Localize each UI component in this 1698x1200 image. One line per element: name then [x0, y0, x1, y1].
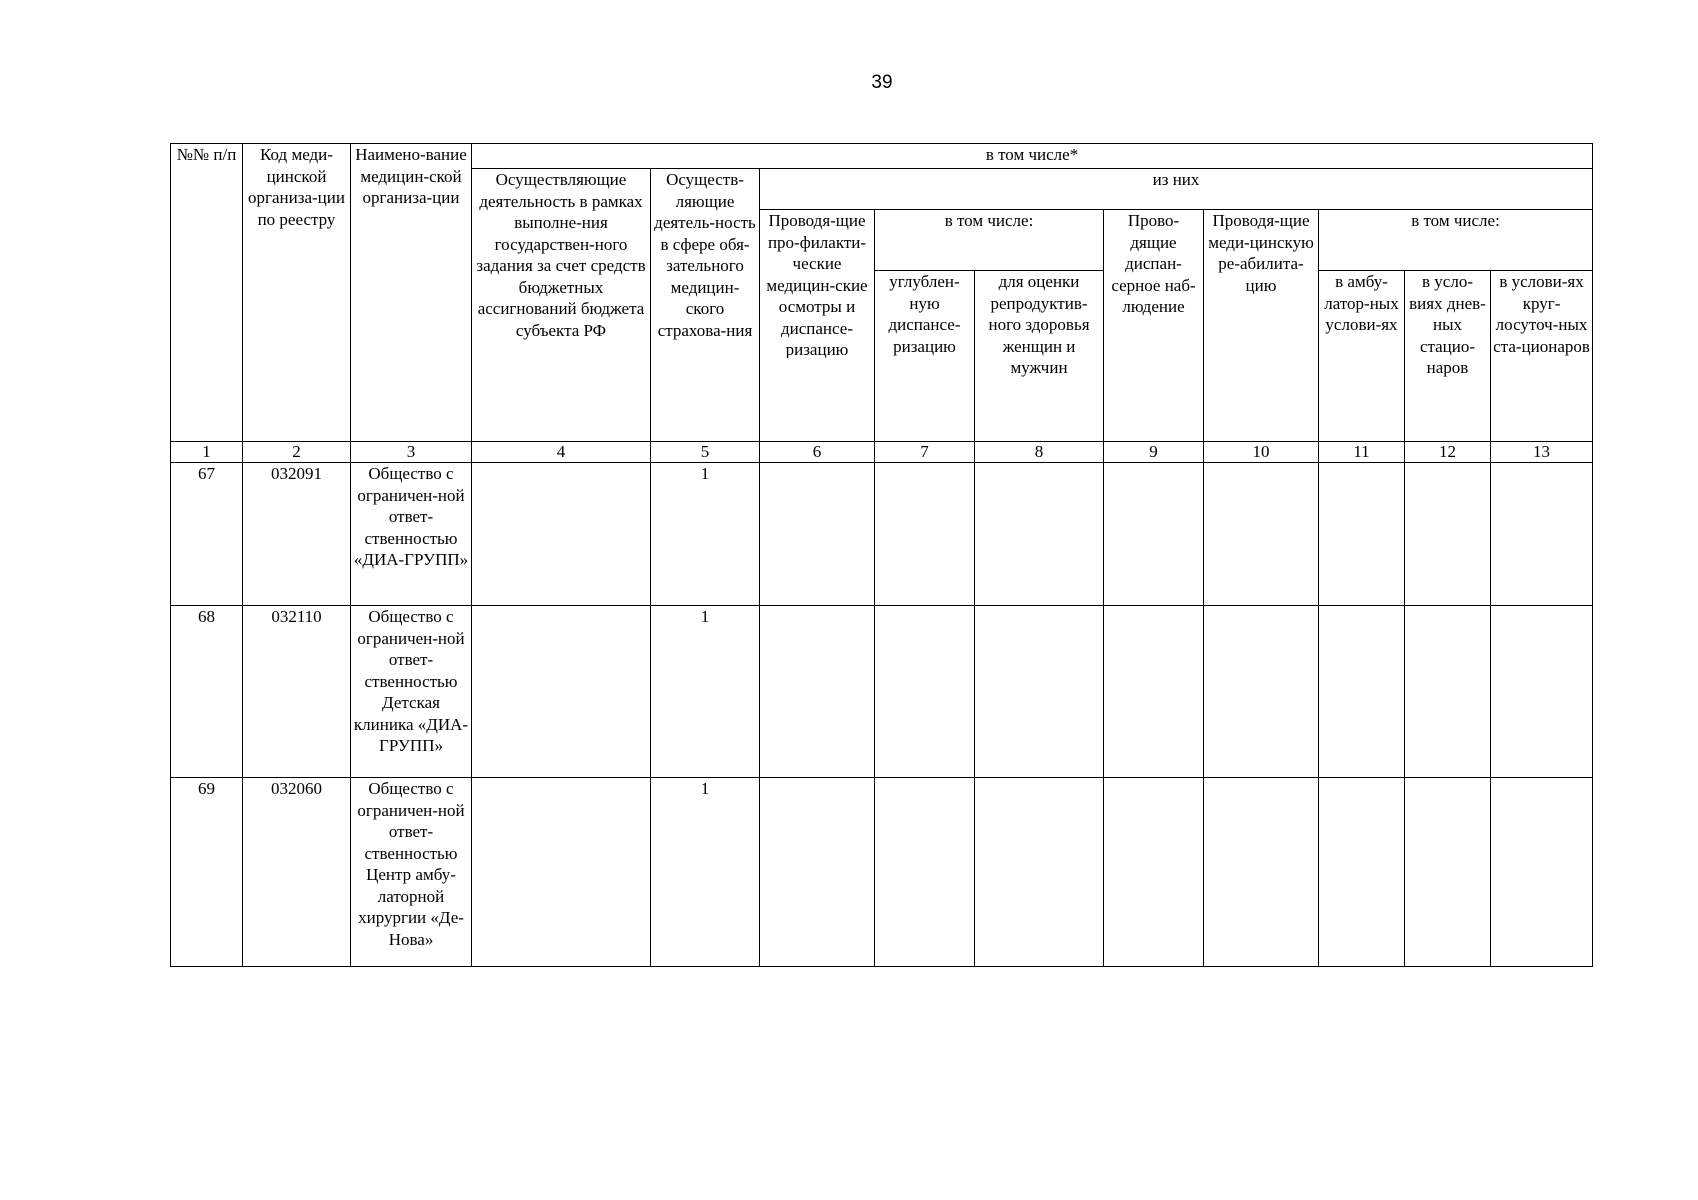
empty-cell — [1405, 606, 1491, 778]
row-code: 032060 — [243, 778, 351, 967]
header-col-state-assignment: Осуществляющие деятельность в рамках выполне-ния государствен-ного задания за счет средств бюджетных ассигнований бюджета субъекта РФ — [472, 169, 651, 442]
empty-cell — [1104, 778, 1204, 967]
empty-cell — [1491, 778, 1593, 967]
empty-cell — [875, 606, 975, 778]
empty-cell — [760, 778, 875, 967]
column-number: 9 — [1104, 442, 1204, 463]
header-col-oms: Осуществ-ляющие деятель-ность в сфере обя-зательного медицин-ского страхова-ния — [651, 169, 760, 442]
header-col-code: Код меди-цинской организа-ции по реестру — [243, 144, 351, 442]
column-number: 4 — [472, 442, 651, 463]
row-oms: 1 — [651, 778, 760, 967]
empty-cell — [1319, 606, 1405, 778]
row-number: 69 — [171, 778, 243, 967]
empty-cell — [1405, 463, 1491, 606]
column-number: 5 — [651, 442, 760, 463]
column-number: 3 — [351, 442, 472, 463]
table-row — [171, 463, 1593, 606]
empty-cell — [975, 463, 1104, 606]
empty-cell — [1491, 606, 1593, 778]
header-col-dispensary-observation: Прово-дящие диспан-серное наб-людение — [1104, 210, 1204, 442]
column-number: 8 — [975, 442, 1104, 463]
row-number: 68 — [171, 606, 243, 778]
empty-cell — [1204, 778, 1319, 967]
row-organization-name: Общество с ограничен-ной ответ-ственностью Детская клиника «ДИА-ГРУПП» — [351, 606, 472, 778]
table-row — [171, 606, 1593, 778]
empty-cell — [1319, 778, 1405, 967]
column-number: 6 — [760, 442, 875, 463]
row-state-assignment — [472, 463, 651, 606]
empty-cell — [1104, 463, 1204, 606]
empty-cell — [1104, 606, 1204, 778]
header-col-rehabilitation: Проводя-щие меди-цинскую ре-абилита-цию — [1204, 210, 1319, 442]
empty-cell — [875, 463, 975, 606]
empty-cell — [1319, 463, 1405, 606]
column-number: 11 — [1319, 442, 1405, 463]
header-col-in-depth-dispensarization: углублен-ную диспансе-ризацию — [875, 271, 975, 442]
row-organization-name: Общество с ограничен-ной ответ-ственностью Центр амбу-латорной хирургии «Де-Нова» — [351, 778, 472, 967]
header-col-number: №№ п/п — [171, 144, 243, 442]
row-oms: 1 — [651, 606, 760, 778]
empty-cell — [1491, 463, 1593, 606]
empty-cell — [875, 778, 975, 967]
page-number: 39 — [871, 72, 893, 93]
empty-cell — [760, 606, 875, 778]
header-col-outpatient: в амбу-латор-ных услови-ях — [1319, 271, 1405, 442]
table-row — [171, 778, 1593, 967]
header-col-reproductive-health: для оценки репродуктив-ного здоровья женщин и мужчин — [975, 271, 1104, 442]
header-col-round-the-clock: в услови-ях круг-лосуточ-ных ста-ционаров — [1491, 271, 1593, 442]
medical-organizations-table — [170, 143, 1593, 967]
row-state-assignment — [472, 778, 651, 967]
row-organization-name: Общество с ограничен-ной ответ-ственностью «ДИА-ГРУПП» — [351, 463, 472, 606]
column-number: 10 — [1204, 442, 1319, 463]
header-group-including: в том числе* — [472, 144, 1593, 169]
column-number: 1 — [171, 442, 243, 463]
column-number: 12 — [1405, 442, 1491, 463]
row-state-assignment — [472, 606, 651, 778]
row-number: 67 — [171, 463, 243, 606]
row-oms: 1 — [651, 463, 760, 606]
header-group-of-them: из них — [760, 169, 1593, 210]
column-number: 7 — [875, 442, 975, 463]
column-number: 2 — [243, 442, 351, 463]
row-code: 032091 — [243, 463, 351, 606]
empty-cell — [975, 606, 1104, 778]
empty-cell — [760, 463, 875, 606]
column-number-row — [171, 442, 1593, 463]
empty-cell — [1405, 778, 1491, 967]
header-col-day-hospital: в усло-виях днев-ных стацио-наров — [1405, 271, 1491, 442]
empty-cell — [1204, 606, 1319, 778]
header-group-including-a: в том числе: — [875, 210, 1104, 271]
row-code: 032110 — [243, 606, 351, 778]
header-col-name: Наимено-вание медицин-ской организа-ции — [351, 144, 472, 442]
column-number: 13 — [1491, 442, 1593, 463]
empty-cell — [975, 778, 1104, 967]
empty-cell — [1204, 463, 1319, 606]
header-col-preventive-exams: Проводя-щие про-филакти-ческие медицин-ские осмотры и диспансе-ризацию — [760, 210, 875, 442]
header-group-including-b: в том числе: — [1319, 210, 1593, 271]
